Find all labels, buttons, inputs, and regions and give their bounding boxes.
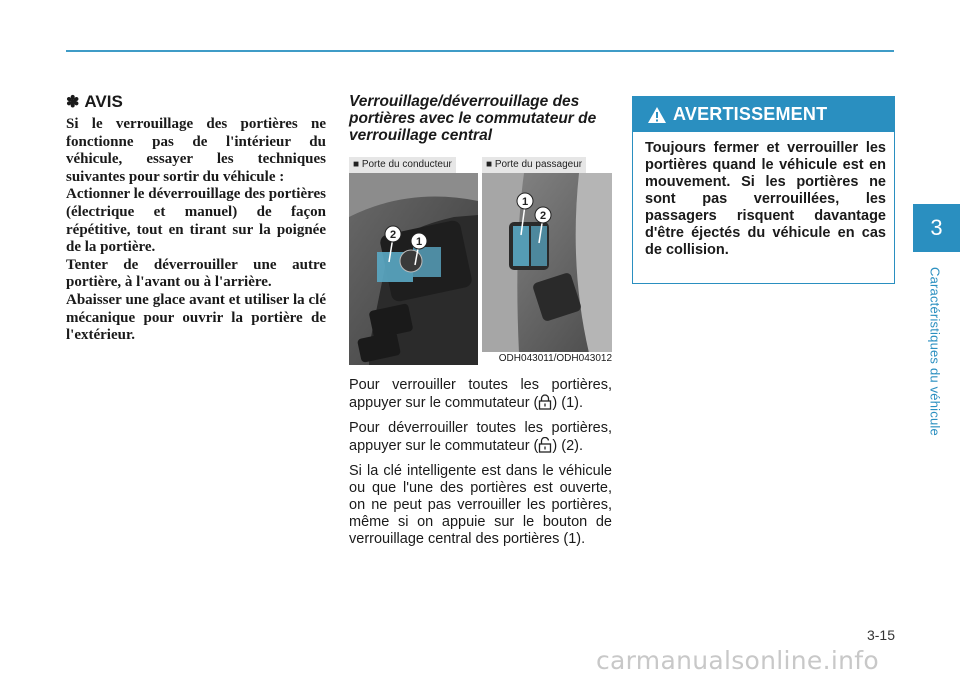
figure-code: ODH043011/ODH043012	[482, 352, 612, 366]
avis-note	[66, 92, 326, 345]
chapter-title-text: Caractéristiques du véhicule	[927, 266, 943, 436]
figure-label-passenger: ■ Porte du passageur	[482, 157, 586, 173]
lock-instruction-text: Pour verrouiller toutes les portières, appuyer sur le commutateur (	[349, 377, 612, 411]
warning-box	[632, 96, 895, 284]
avis-title-text: AVIS	[84, 92, 123, 111]
callout-2-left: 2	[389, 229, 397, 241]
chapter-side-title	[922, 256, 948, 446]
lock-icon	[538, 394, 552, 410]
door-switch-figure	[349, 157, 612, 367]
avis-paragraph: Abaisser une glace avant et utiliser la clé mécanique pour ouvrir la portière de l'extérieur.	[66, 291, 326, 344]
unlock-icon	[538, 437, 552, 453]
avis-paragraph: Actionner le déverrouillage des portières (électrique et manuel) de façon répétitive, tout en tirant sur la poignée de la portière.	[66, 186, 326, 256]
unlock-instruction	[349, 420, 612, 455]
section-title: Verrouillage/déverrouillage des portières avec le commutateur de verrouillage central	[349, 93, 597, 144]
figure-label-driver: ■ Porte du conducteur	[349, 157, 456, 173]
unlock-instruction-ref: ) (2).	[552, 438, 583, 454]
smart-key-note: Si la clé intelligente est dans le véhicule ou que l'une des portières est ouverte, on ne peut pas verrouiller les portières, même si on appuie sur le bouton de verrouillage central des portières (1).	[349, 463, 612, 547]
warning-header	[633, 97, 894, 132]
section-body	[349, 377, 612, 556]
watermark: carmanualsonline.info	[596, 646, 879, 675]
chapter-number-tab: 3	[913, 204, 960, 252]
unlock-instruction-text: Pour déverrouiller toutes les portières, appuyer sur le commutateur (	[349, 420, 612, 454]
callout-1-right: 1	[521, 196, 529, 208]
header-rule	[66, 50, 894, 52]
door-switch-illustration	[349, 157, 612, 367]
avis-title	[66, 92, 326, 112]
lock-instruction	[349, 377, 612, 412]
warning-triangle-icon	[647, 106, 667, 124]
warning-title: AVERTISSEMENT	[673, 104, 828, 124]
section-header	[349, 93, 612, 144]
avis-paragraph: Tenter de déverrouiller une autre portière, à l'avant ou à l'arrière.	[66, 256, 326, 291]
avis-paragraph: Si le verrouillage des portières ne fonctionne pas de l'intérieur du véhicule, essayer les techniques suivantes pour sortir du véhicule :	[66, 116, 326, 185]
page-number: 3-15	[866, 627, 895, 643]
lock-instruction-ref: ) (1).	[552, 395, 583, 411]
callout-2-right: 2	[539, 210, 547, 222]
asterisk-icon: ✽	[66, 94, 80, 111]
callout-1-left: 1	[415, 236, 423, 248]
warning-text: Toujours fermer et verrouiller les portières quand le véhicule est en mouvement. Si les portières ne sont pas verrouillées, les passagers risquent davantage d'être éjectés du véhicule en cas de collision.	[645, 140, 886, 258]
